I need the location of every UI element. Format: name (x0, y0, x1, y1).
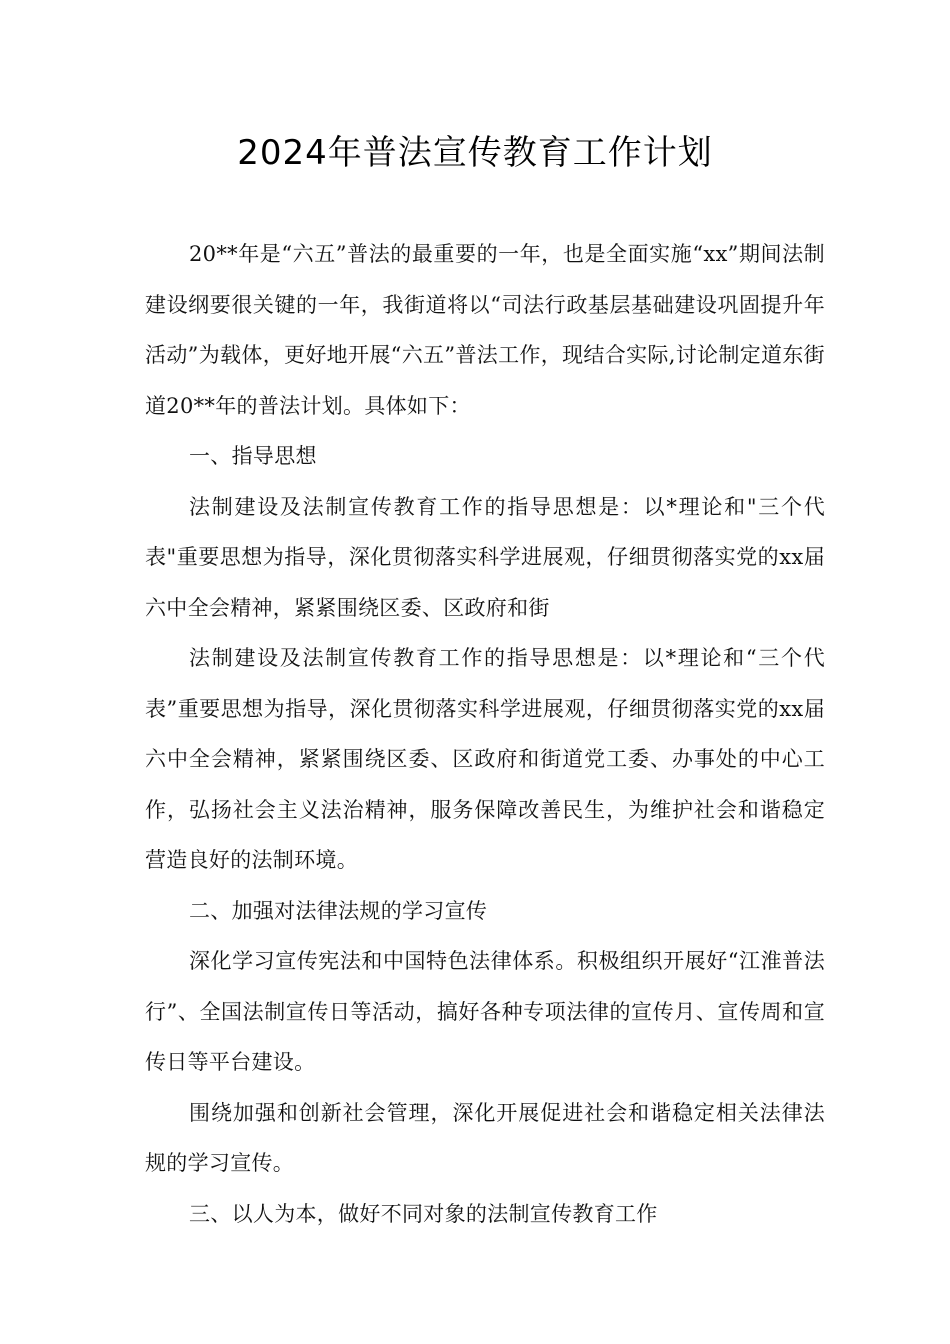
law-study-paragraph: 深化学习宣传宪法和中国特色法律体系。积极组织开展好“江淮普法行”、全国法制宣传日等活动，搞好各种专项法律的宣传月、宣传周和宣传日等平台建设。 (145, 949, 825, 1074)
section-heading-guiding-ideology: 一、指导思想 (189, 444, 317, 468)
document-title: 2024年普法宣传教育工作计划 (237, 133, 713, 173)
intro-paragraph: 20**年是“六五”普法的最重要的一年，也是全面实施“xx”期间法制建设纲要很关键的一年，我街道将以“司法行政基层基础建设巩固提升年活动”为载体，更好地开展“六五”普法工作，现结合实际,讨论制定道东街道20**年的普法计划。具体如下： (145, 242, 825, 418)
guiding-ideology-paragraph-partial: 法制建设及法制宣传教育工作的指导思想是：以*理论和"三个代表"重要思想为指导，深化贯彻落实科学进展观，仔细贯彻落实党的xx届六中全会精神，紧紧围绕区委、区政府和街 (145, 494, 825, 620)
document-body (145, 229, 825, 1239)
guiding-ideology-paragraph: 法制建设及法制宣传教育工作的指导思想是：以*理论和“三个代表”重要思想为指导，深化贯彻落实科学进展观，仔细贯彻落实党的xx届六中全会精神，紧紧围绕区委、区政府和街道党工委、办事处的中心工作，弘扬社会主义法治精神，服务保障改善民生，为维护社会和谐稳定营造良好的法制环境。 (145, 646, 825, 872)
section-heading-law-study: 二、加强对法律法规的学习宣传 (189, 898, 488, 923)
section-heading-people-oriented: 三、以人为本，做好不同对象的法制宣传教育工作 (189, 1201, 658, 1226)
social-management-paragraph: 围绕加强和创新社会管理，深化开展促进社会和谐稳定相关法律法规的学习宣传。 (145, 1100, 825, 1175)
